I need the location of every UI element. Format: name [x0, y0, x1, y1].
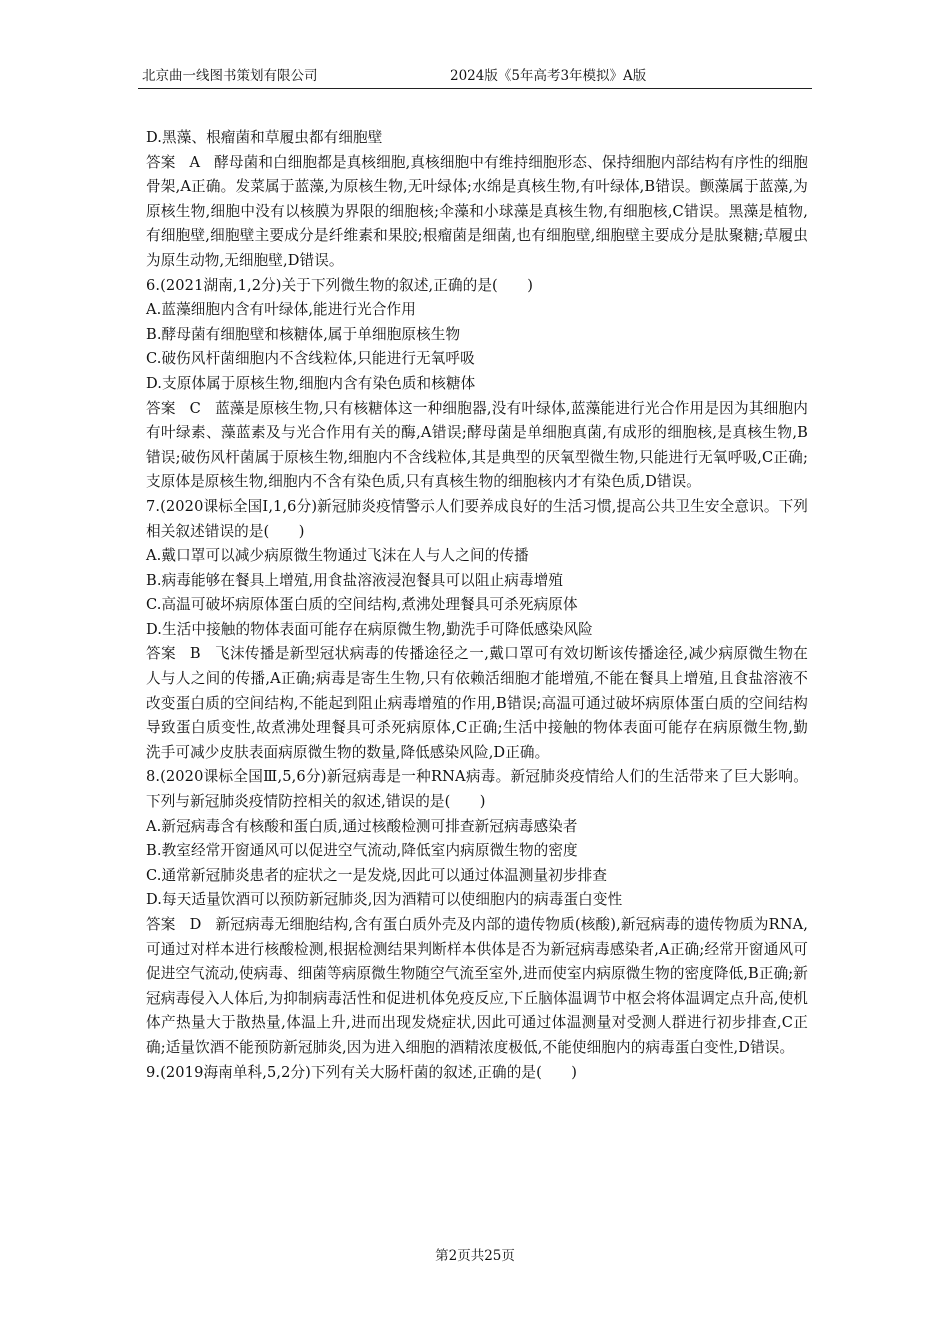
q5-option-d: D.黑藻、根瘤菌和草履虫都有细胞壁 [146, 129, 383, 146]
header-publisher: 北京曲一线图书策划有限公司 [142, 68, 318, 84]
q6-option-a: A.蓝藻细胞内含有叶绿体,能进行光合作用 [146, 301, 416, 319]
q7-answer [146, 642, 808, 765]
q9-stem: 9.(2019海南单科,5,2分)下列有关大肠杆菌的叙述,正确的是( ) [146, 1063, 578, 1081]
q8-answer [146, 913, 808, 1061]
answer-explanation: 新冠病毒无细胞结构,含有蛋白质外壳及内部的遗传物质(核酸),新冠病毒的遗传物质为RNA,可通过对样本进行核酸检测,根据检测结果判断样本供体是否为新冠病毒感染者,A正确;经常开窗通风可促进空气流动,使病毒、细菌等病原微生物随空气流至室外,进而使室内病原微生物的密度降低,B正确;新冠病毒侵入人体后,为抑制病毒活性和促进机体免疫反应,下丘脑体温调节中枢会将体温调定点升高,使机体产热量大于散热量,体温上升,进而出现发烧症状,因此可通过体温测量对受测人群进行初步排查,C正确;适量饮酒不能预防新冠肺炎,因为进入细胞的酒精浓度极低,不能使细胞内的病毒蛋白变性,D错误。 [146, 916, 808, 1056]
q6-stem: 6.(2021湖南,1,2分)关于下列微生物的叙述,正确的是( ) [146, 276, 534, 294]
q7-stem: 7.(2020课标全国Ⅰ,1,6分)新冠肺炎疫情警示人们要养成良好的生活习惯,提高公共卫生安全意识。下列相关叙述错误的是( ) [146, 497, 808, 540]
q7-option-b: B.病毒能够在餐具上增殖,用食盐溶液浸泡餐具可以阻止病毒增殖 [146, 571, 564, 589]
q6-answer [146, 397, 808, 495]
header-book-title: 2024版《5年高考3年模拟》A版 [450, 68, 647, 84]
answer-label: 答案 [146, 153, 176, 171]
q8-option-a: A.新冠病毒含有核酸和蛋白质,通过核酸检测可排查新冠病毒感染者 [146, 817, 578, 835]
q6-option-d: D.支原体属于原核生物,细胞内含有染色质和核糖体 [146, 374, 476, 392]
answer-explanation: 飞沫传播是新型冠状病毒的传播途径之一,戴口罩可有效切断该传播途径,减少病原微生物在人与人之间的传播,A正确;病毒是寄生生物,只有依赖活细胞才能增殖,不能在餐具上增殖,且食盐溶液不改变蛋白质的空间结构,不能起到阻止病毒增殖的作用,B错误;高温可通过破坏病原体蛋白质的空间结构导致蛋白质变性,故煮沸处理餐具可杀死病原体,C正确;生活中接触的物体表面可能存在病原微生物,勤洗手可减少皮肤表面病原微生物的数量,降低感染风险,D正确。 [146, 645, 808, 761]
q8-option-c: C.通常新冠肺炎患者的症状之一是发烧,因此可以通过体温测量初步排查 [146, 866, 608, 884]
q7-option-a: A.戴口罩可以减少病原微生物通过飞沫在人与人之间的传播 [146, 547, 529, 565]
answer-label: 答案 [146, 645, 176, 663]
q8-option-b: B.教室经常开窗通风可以促进空气流动,降低室内病原微生物的密度 [146, 842, 578, 860]
answer-explanation: 酵母菌和白细胞都是真核细胞,真核细胞中有维持细胞形态、保持细胞内部结构有序性的细胞骨架,A正确。发菜属于蓝藻,为原核生物,无叶绿体;水绵是真核生物,有叶绿体,B错误。颤藻属于蓝藻,为原核生物,细胞中没有以核膜为界限的细胞核;伞藻和小球藻是真核生物,有细胞核,C错误。黑藻是植物,有细胞壁,细胞壁主要成分是纤维素和果胶;根瘤菌是细菌,也有细胞壁,细胞壁主要成分是肽聚糖;草履虫为原生动物,无细胞壁,D错误。 [146, 153, 809, 269]
q5-answer [146, 151, 808, 274]
page-content [146, 126, 808, 1085]
q7-option-d: D.生活中接触的物体表面可能存在病原微生物,勤洗手可降低感染风险 [146, 620, 593, 638]
answer-explanation: 蓝藻是原核生物,只有核糖体这一种细胞器,没有叶绿体,蓝藻能进行光合作用是因为其细胞内有叶绿素、藻蓝素及与光合作用有关的酶,A错误;酵母菌是单细胞真菌,有成形的细胞核,是真核生物,B错误;破伤风杆菌属于原核生物,细胞内不含线粒体,其是典型的厌氧型微生物,只能进行无氧呼吸,C正确;支原体是原核生物,细胞内不含有染色质,只有真核生物的细胞核内才有染色质,D错误。 [146, 399, 809, 491]
answer-label: 答案 [146, 916, 176, 933]
q7-option-c: C.高温可破坏病原体蛋白质的空间结构,煮沸处理餐具可杀死病原体 [146, 596, 578, 614]
q6-option-b: B.酵母菌有细胞壁和核糖体,属于单细胞原核生物 [146, 325, 461, 343]
page-footer: 第2页共25页 [435, 1248, 515, 1264]
q8-option-d: D.每天适量饮酒可以预防新冠肺炎,因为酒精可以使细胞内的病毒蛋白变性 [146, 891, 623, 909]
answer-key: C [189, 399, 201, 417]
q8-stem: 8.(2020课标全国Ⅲ,5,6分)新冠病毒是一种RNA病毒。新冠肺炎疫情给人们的生活带来了巨大影响。下列与新冠肺炎疫情防控相关的叙述,错误的是( ) [146, 768, 808, 811]
answer-key: A [189, 153, 201, 171]
answer-label: 答案 [146, 399, 176, 417]
answer-key: D [189, 916, 202, 933]
answer-key: B [189, 645, 201, 663]
q6-option-c: C.破伤风杆菌细胞内不含线粒体,只能进行无氧呼吸 [146, 350, 475, 368]
page-header [138, 66, 812, 89]
